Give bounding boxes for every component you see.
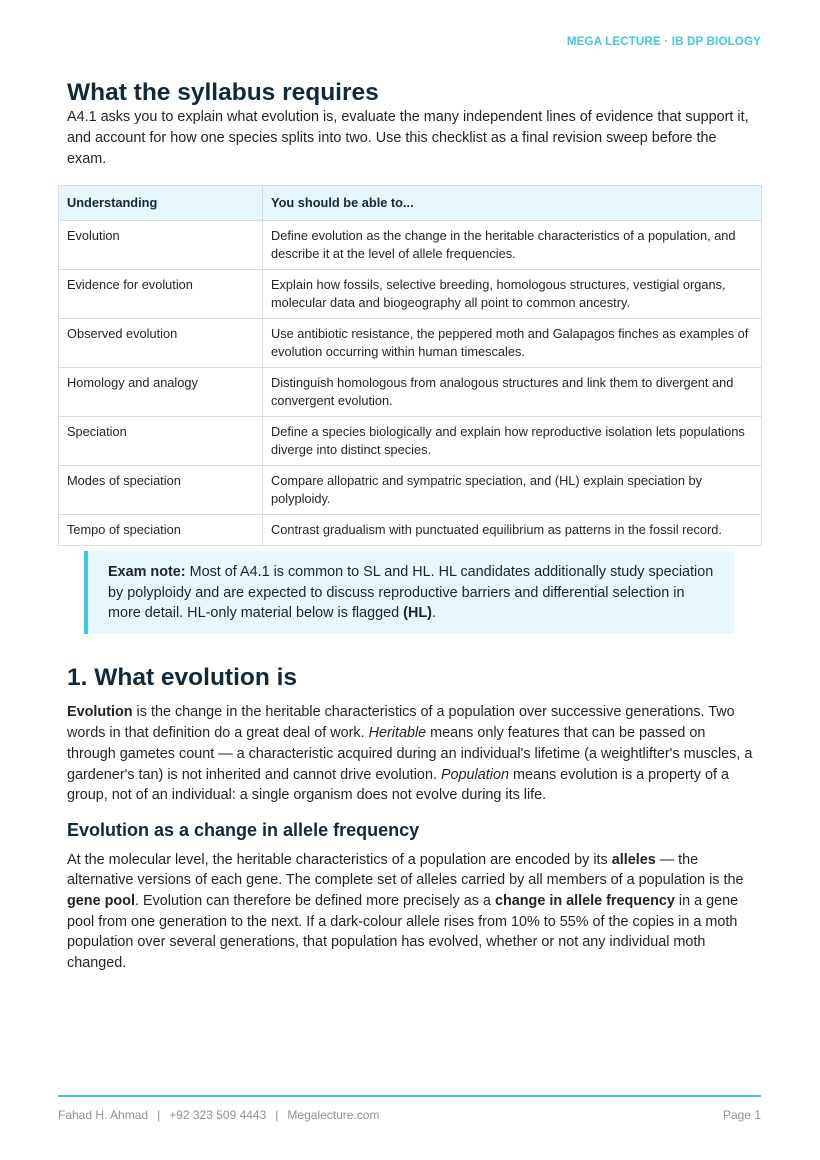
table-cell-objective: Distinguish homologous from analogous structures and link them to divergent and convergent evolution. <box>263 368 762 417</box>
page-number: Page 1 <box>722 1108 761 1122</box>
term-population: Population <box>440 766 509 783</box>
table-cell-understanding: Observed evolution <box>59 319 263 368</box>
table-row <box>59 515 762 546</box>
table-cell-objective: Define evolution as the change in the heritable characteristics of a population, and describe it at the level of allele frequencies. <box>263 221 762 270</box>
term-gene-pool: gene pool <box>67 892 135 909</box>
table-cell-understanding: Homology and analogy <box>59 368 263 417</box>
section1-paragraph <box>67 702 756 806</box>
allele-frequency-paragraph <box>67 850 756 974</box>
table-cell-objective: Use antibiotic resistance, the peppered moth and Galapagos finches as examples of evolution occurring within human timescales. <box>263 319 762 368</box>
p1-text-b: means only features that can be passed on through gametes count — a characteristic acquired during an individual's lifetime (a weightlifter's muscles, a gardener's tan) is not inherited and cannot drive evolution. <box>67 725 753 783</box>
syllabus-heading: What the syllabus requires <box>67 79 379 106</box>
term-alleles: alleles <box>611 851 656 868</box>
table-row <box>59 417 762 466</box>
table-cell-understanding: Evolution <box>59 221 263 270</box>
table-header-understanding: Understanding <box>59 186 263 221</box>
p2-text-d: in a gene pool from one generation to the next. If a dark-colour allele rises from 10% to 55% of the copies in a moth population over several generations, that population has evolved, whether or not any individual moth changed. <box>67 892 739 972</box>
exam-note-callout <box>84 551 734 634</box>
exam-note-end: . <box>431 605 436 622</box>
syllabus-intro: A4.1 asks you to explain what evolution is, evaluate the many independent lines of evidence that support it, and account for how one species splits into two. Use this checklist as a final revision sweep before the exam. <box>67 109 749 167</box>
footer-divider <box>58 1095 761 1097</box>
footer-site: Megalecture.com <box>287 1108 380 1122</box>
table-cell-objective: Contrast gradualism with punctuated equilibrium as patterns in the fossil record. <box>263 515 762 546</box>
syllabus-table <box>58 185 762 546</box>
table-cell-understanding: Tempo of speciation <box>59 515 263 546</box>
table-row <box>59 466 762 515</box>
footer-author: Fahad H. Ahmad <box>58 1108 149 1122</box>
table-cell-understanding: Evidence for evolution <box>59 270 263 319</box>
exam-note-text: Most of A4.1 is common to SL and HL. HL candidates additionally study speciation by polyploidy and are expected to discuss reproductive barriers and differential selection in more detail. HL-only material below is flagged <box>108 564 714 622</box>
table-cell-understanding: Speciation <box>59 417 263 466</box>
footer-contact <box>58 1108 379 1122</box>
p2-text-c: . Evolution can therefore be defined more precisely as a <box>134 892 495 909</box>
syllabus-section <box>67 78 753 170</box>
footer-separator: | <box>275 1108 279 1122</box>
table-header-able-to: You should be able to... <box>263 186 762 221</box>
table-row <box>59 319 762 368</box>
p1-text-a: is the change in the heritable characteristics of a population over successive generations. Two words in that definition do a great deal of work. <box>67 704 735 742</box>
table-cell-understanding: Modes of speciation <box>59 466 263 515</box>
section-what-evolution-is <box>67 663 756 974</box>
exam-note-hl-flag: (HL) <box>403 605 432 622</box>
table-header-row <box>59 186 762 221</box>
p1-text-c: means evolution is a property of a group, not of an individual: a single organism does not evolve during its life. <box>67 766 729 804</box>
term-heritable: Heritable <box>368 725 427 742</box>
table-cell-objective: Compare allopatric and sympatric speciation, and (HL) explain speciation by polyploidy. <box>263 466 762 515</box>
p2-text-b: — the alternative versions of each gene. The complete set of alleles carried by all members of a population is the <box>67 851 744 889</box>
table-row <box>59 270 762 319</box>
table-cell-objective: Define a species biologically and explain how reproductive isolation lets populations diverge into distinct species. <box>263 417 762 466</box>
header-brand: MEGA LECTURE · IB DP BIOLOGY <box>566 36 761 48</box>
table-row <box>59 368 762 417</box>
footer-phone: +92 323 509 4443 <box>169 1108 267 1122</box>
footer-separator: | <box>157 1108 161 1122</box>
exam-note-label: Exam note: <box>108 564 186 580</box>
term-evolution: Evolution <box>67 704 133 721</box>
table-row <box>59 221 762 270</box>
term-allele-frequency: change in allele frequency <box>494 892 675 909</box>
section1-heading: 1. What evolution is <box>67 664 298 691</box>
p2-text-a: At the molecular level, the heritable characteristics of a population are encoded by its <box>67 851 612 868</box>
table-cell-objective: Explain how fossils, selective breeding, homologous structures, vestigial organs, molecular data and biogeography all point to common ancestry. <box>263 270 762 319</box>
allele-frequency-heading: Evolution as a change in allele frequency <box>67 819 420 840</box>
